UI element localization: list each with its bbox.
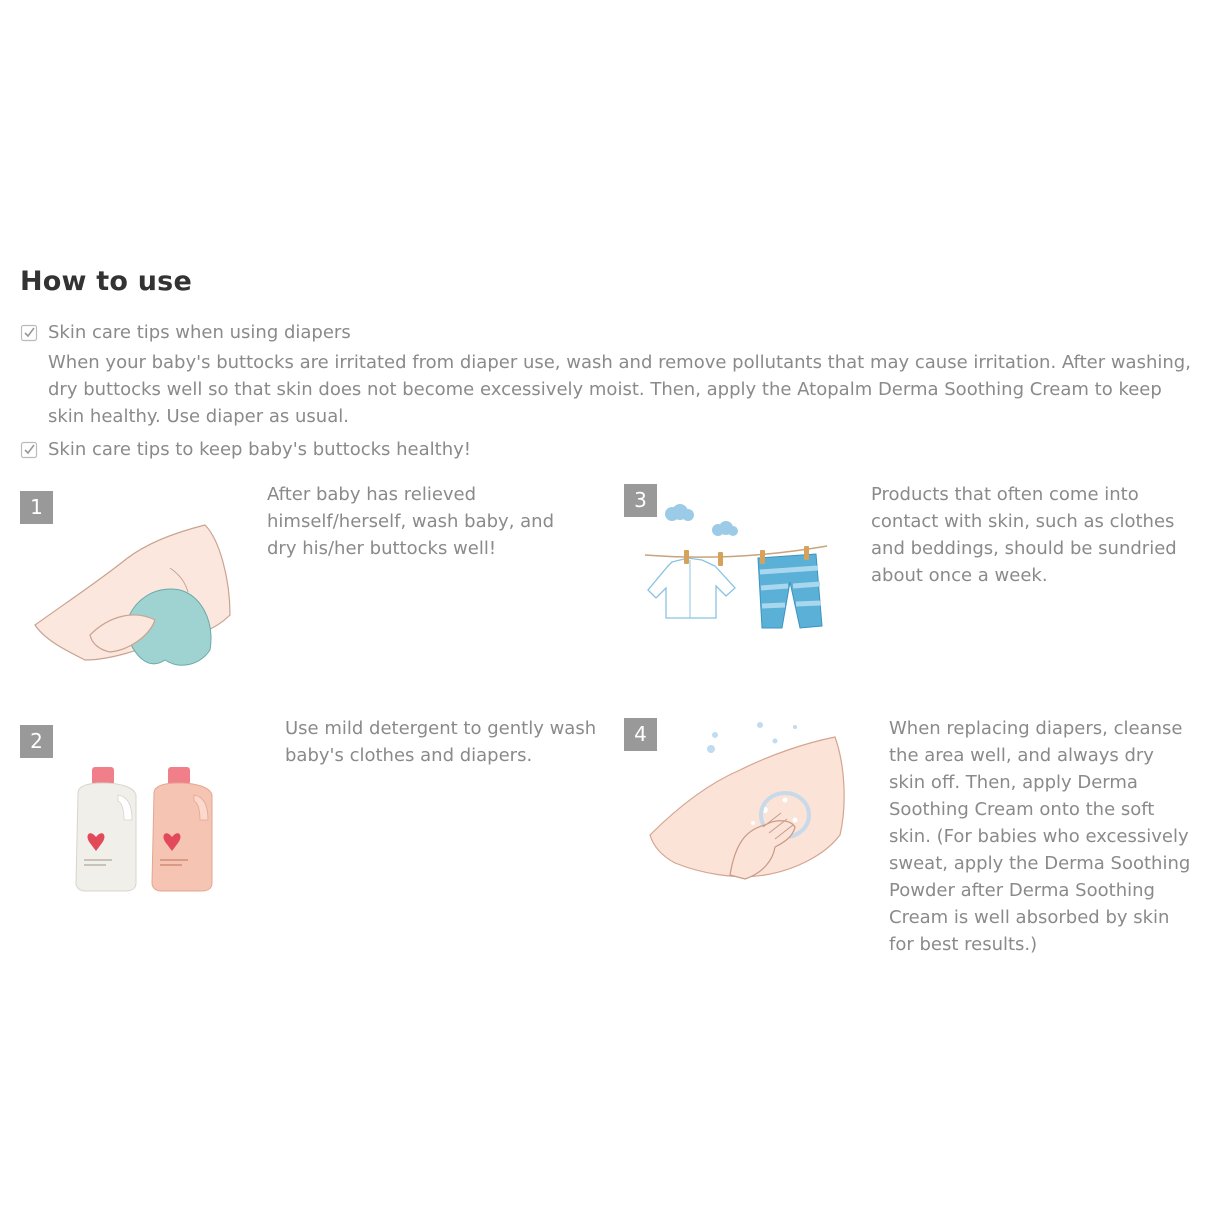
step-number-badge: 2 [20,725,53,758]
hand-washing-illustration [30,520,235,675]
tip-label: Skin care tips to keep baby's buttocks healthy! [48,439,471,460]
step-number-badge: 3 [624,484,657,517]
tip-body: When your baby's buttocks are irritated from diaper use, wash and remove pollutants that may cause irritation. After washing, dry buttocks well so that skin does not become excessively moist. Then, apply the Atopalm Derma Soothing Cream to keep skin healthy. Use diaper as usual. [48,352,1191,427]
detergent-bottles-illustration [70,765,220,895]
step-text: When replacing diapers, cleanse the area well, and always dry skin off. Then, apply Derma Soothing Cream onto the soft skin. (For babies who excessively sweat, apply the Derma Soothing Powder after Derma Soothing Cream is well absorbed by skin for best results.) [889,718,1191,955]
tip-diapers [20,322,1200,430]
checkbox-icon [20,441,38,459]
step-text: Products that often come into contact with skin, such as clothes and beddings, should be sundried about once a week. [871,484,1177,586]
checkbox-icon [20,324,38,342]
tip-label: Skin care tips when using diapers [48,322,351,343]
tip-buttocks-healthy [20,439,1200,460]
applying-cream-illustration [645,715,850,885]
step-number-badge: 1 [20,491,53,524]
step-number-badge: 4 [624,718,657,751]
step-text: After baby has relieved himself/herself, wash baby, and dry his/her buttocks well! [267,484,555,559]
clothesline-illustration [640,500,835,640]
step-text: Use mild detergent to gently wash baby's clothes and diapers. [285,718,597,766]
page-title: How to use [20,266,192,297]
